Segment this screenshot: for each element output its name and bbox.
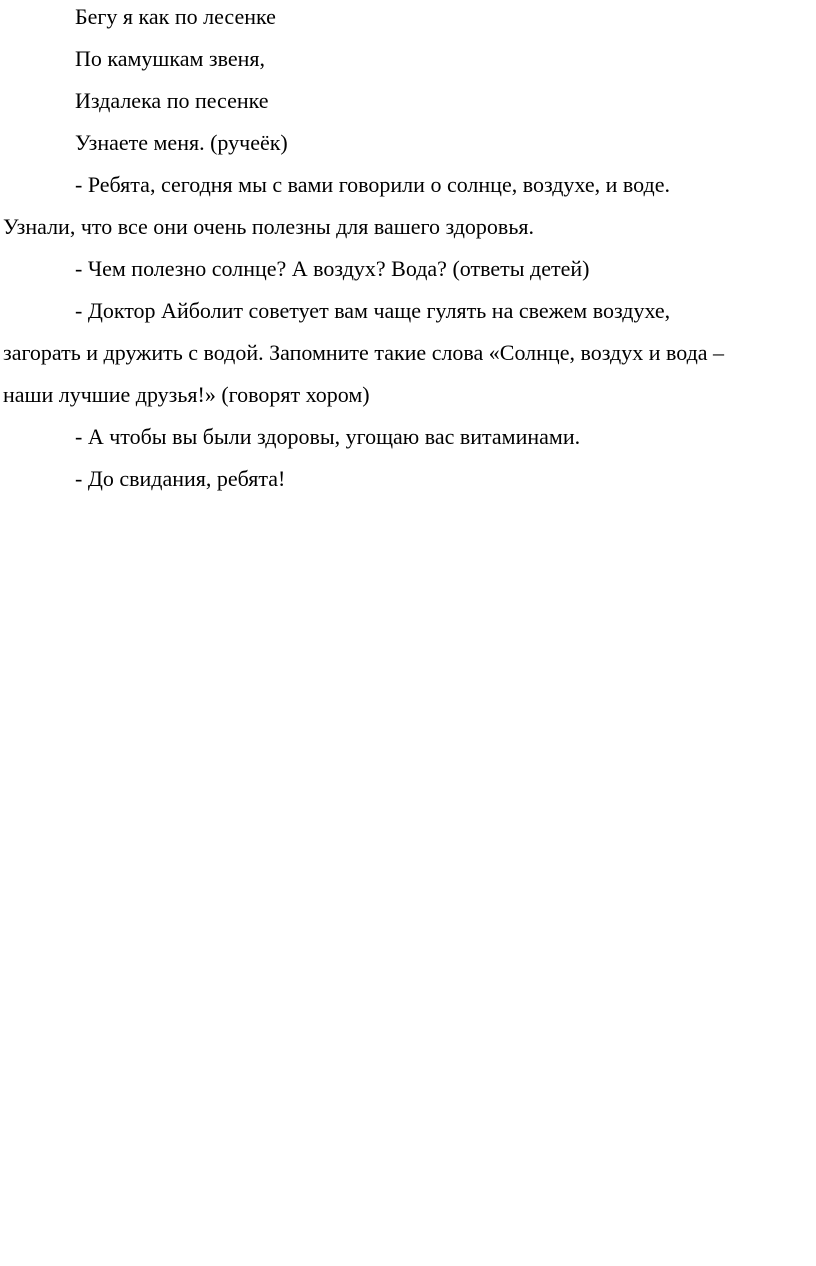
document-body [3,0,813,500]
poem-line-2: По камушкам звеня, [75,46,266,71]
poem-line-1: Бегу я как по лесенке [75,4,276,29]
paragraph-3-line-1: - Доктор Айболит советует вам чаще гулять на свежем воздухе, [75,298,671,323]
paragraph-3-line-2: загорать и дружить с водой. Запомните такие слова «Солнце, воздух и вода – [3,340,725,365]
poem-line-4: Узнаете меня. (ручеёк) [75,130,288,155]
paragraph-1-line-1: - Ребята, сегодня мы с вами говорили о солнце, воздухе, и воде. [75,172,670,197]
poem-line-3: Издалека по песенке [75,88,269,113]
paragraph-5: - До свидания, ребята! [75,466,286,491]
paragraph-2: - Чем полезно солнце? А воздух? Вода? (ответы детей) [75,256,590,281]
paragraph-3-line-3: наши лучшие друзья!» (говорят хором) [3,382,370,407]
paragraph-1-line-2: Узнали, что все они очень полезны для вашего здоровья. [3,214,534,239]
paragraph-4: - А чтобы вы были здоровы, угощаю вас витаминами. [75,424,581,449]
